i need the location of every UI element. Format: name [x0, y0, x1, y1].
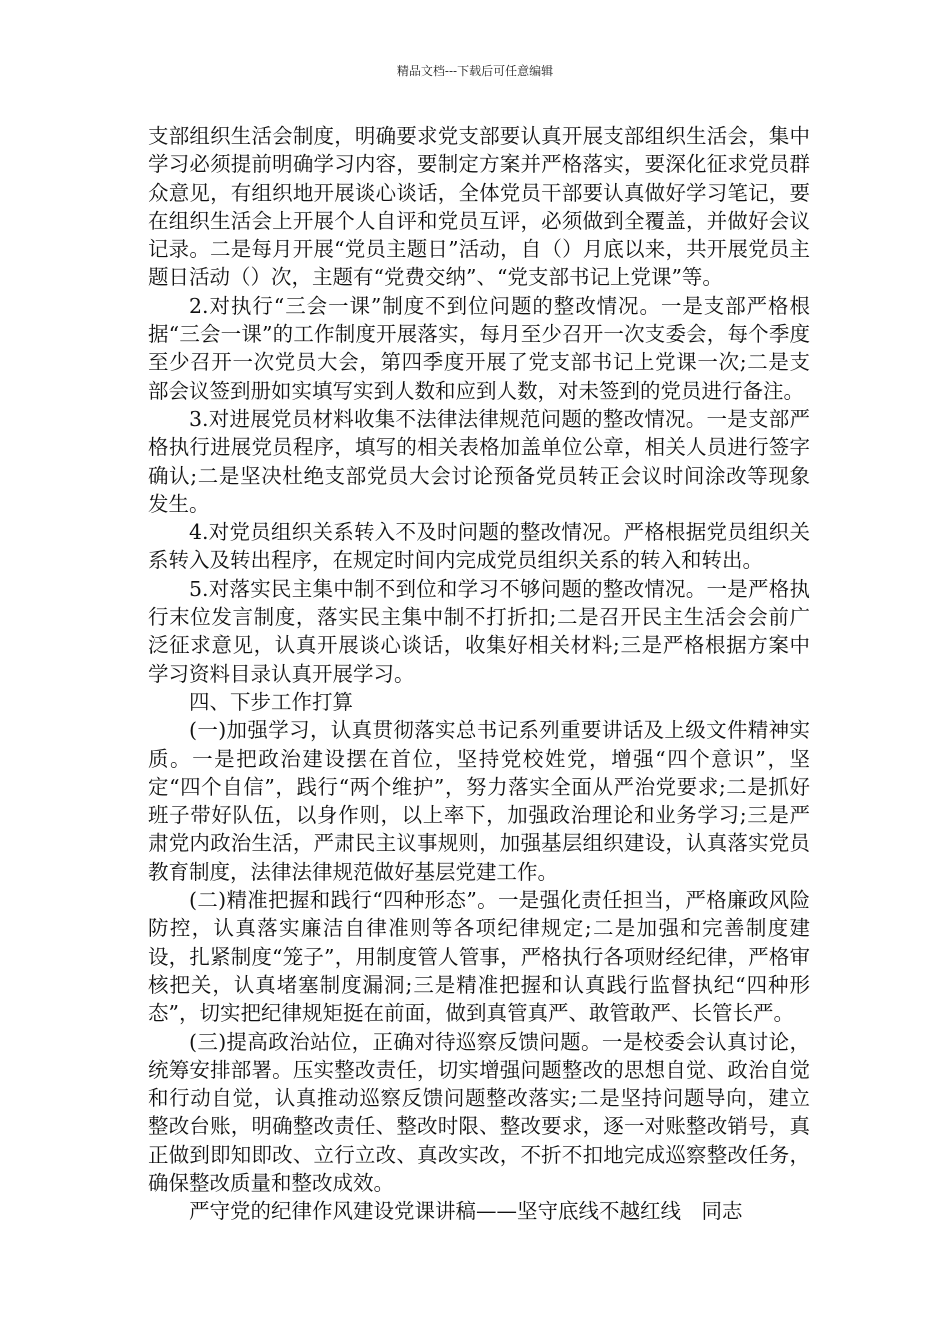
paragraph: 2.对执行“三会一课”制度不到位问题的整改情况。一是支部严格根据“三会一课”的工作制度开展落实，每月至少召开一次支委会，每个季度至少召开一次党员大会，第四季度开展了党支部书记上党课一次;二是支部会议签到册如实填写实到人数和应到人数，对未签到的党员进行备注。: [148, 293, 810, 403]
paragraph: (一)加强学习，认真贯彻落实总书记系列重要讲话及上级文件精神实质。一是把政治建设摆在首位，坚持党校姓党，增强“四个意识”，坚定“四个自信”，践行“两个维护”，努力落实全面从严治党要求;二是抓好班子带好队伍，以身作则，以上率下，加强政治理论和业务学习;三是严肃党内政治生活，严肃民主议事规则，加强基层组织建设，认真落实党员教育制度，法律法律规范做好基层党建工作。: [148, 718, 810, 884]
page-header: 精品文档---下载后可任意编辑: [396, 64, 554, 78]
paragraph: (二)精准把握和践行“四种形态”。一是强化责任担当，严格廉政风险防控，认真落实廉洁自律准则等各项纪律规定;二是加强和完善制度建设，扎紧制度“笼子”，用制度管人管事，严格执行各项财经纪律，严格审核把关，认真堵塞制度漏洞;三是精准把握和认真践行监督执纪“四种形态”，切实把纪律规矩挺在前面，做到真管真严、敢管敢严、长管长严。: [148, 888, 810, 1026]
paragraph: (三)提高政治站位，正确对待巡察反馈问题。一是校委会认真讨论，统筹安排部署。压实整改责任，切实增强问题整改的思想自觉、政治自觉和行动自觉，认真推动巡察反馈问题整改落实;二是坚持问题导向，建立整改台账，明确整改责任、整改时限、整改要求，逐一对账整改销号，真正做到即知即改、立行立改、真改实改，不折不扣地完成巡察整改任务，确保整改质量和整改成效。: [148, 1029, 810, 1195]
document-body: [148, 122, 810, 1226]
paragraph: 5.对落实民主集中制不到位和学习不够问题的整改情况。一是严格执行末位发言制度，落实民主集中制不打折扣;二是召开民主生活会会前广泛征求意见，认真开展谈心谈话，收集好相关材料;三是严格根据方案中学习资料目录认真开展学习。: [148, 576, 810, 686]
paragraph: 支部组织生活会制度，明确要求党支部要认真开展支部组织生活会，集中学习必须提前明确学习内容，要制定方案并严格落实，要深化征求党员群众意见，有组织地开展谈心谈话，全体党员干部要认真做好学习笔记，要在组织生活会上开展个人自评和党员互评，必须做到全覆盖，并做好会议记录。二是每月开展“党员主题日”活动，自（）月底以来，共开展党员主题日活动（）次，主题有“党费交纳”、“党支部书记上党课”等。: [148, 124, 810, 290]
paragraph: 3.对进展党员材料收集不法律法律规范问题的整改情况。一是支部严格执行进展党员程序，填写的相关表格加盖单位公章，相关人员进行签字确认;二是坚决杜绝支部党员大会讨论预备党员转正会议时间涂改等现象发生。: [148, 406, 810, 516]
section-heading: 四、下步工作打算: [189, 689, 353, 714]
paragraph: 4.对党员组织关系转入不及时问题的整改情况。严格根据党员组织关系转入及转出程序，在规定时间内完成党员组织关系的转入和转出。: [148, 520, 810, 573]
document-title-line: 严守党的纪律作风建设党课讲稿——坚守底线不越红线 同志: [189, 1199, 743, 1224]
